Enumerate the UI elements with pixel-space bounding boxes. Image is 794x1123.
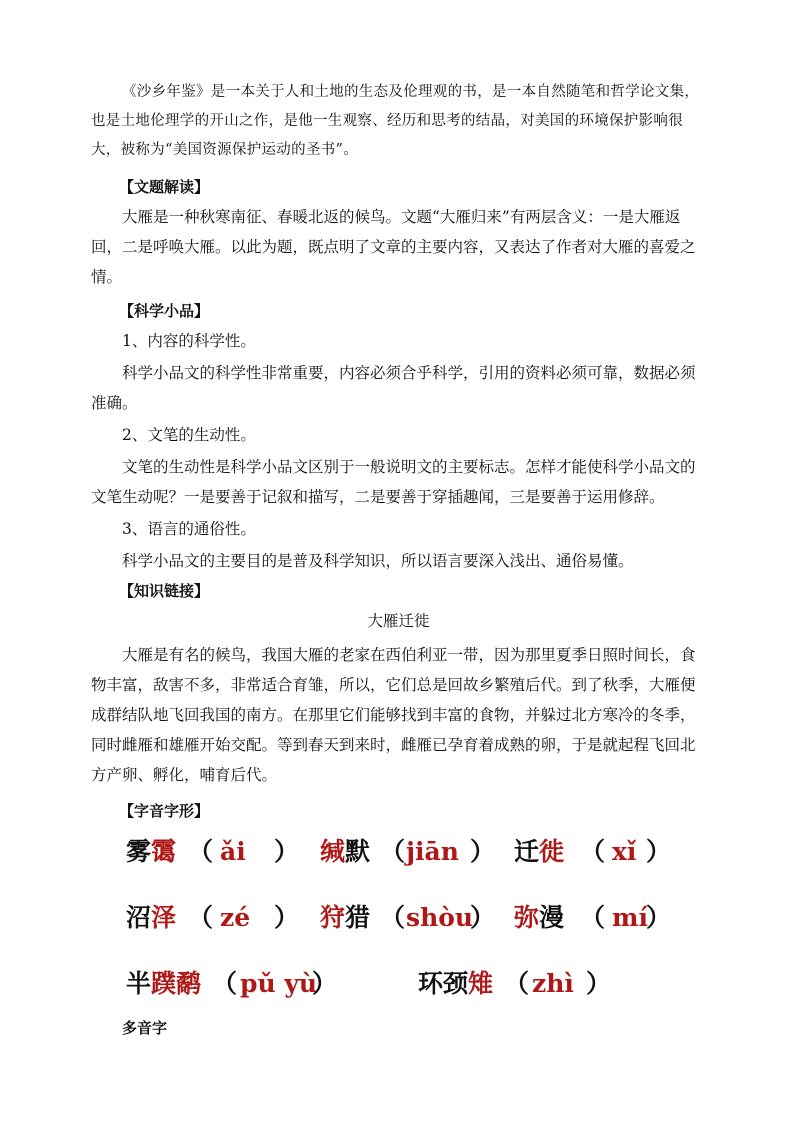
- polyphone-label: 多音字: [122, 1019, 168, 1037]
- pinyin: mí: [612, 903, 648, 932]
- open-paren: （: [212, 969, 238, 998]
- title-interpretation-heading: 【文题解读】: [119, 178, 210, 196]
- science-point-3-title: 3、语言的通俗性。: [122, 520, 256, 538]
- science-essay-heading: 【科学小品】: [119, 302, 210, 320]
- word-item: 半蹼鹬: [126, 969, 202, 998]
- word-item: 狩猎: [320, 903, 371, 932]
- open-paren: （: [580, 903, 606, 932]
- word-item: 弥漫: [514, 903, 565, 932]
- close-paren: ）: [470, 903, 496, 932]
- knowledge-link-heading: 【知识链接】: [119, 582, 210, 600]
- open-paren: （: [504, 969, 530, 998]
- word-item: 环颈雉: [418, 969, 494, 998]
- close-paren: ）: [312, 969, 338, 998]
- knowledge-subtitle: 大雁迁徙: [367, 612, 430, 630]
- open-paren: （: [380, 903, 406, 932]
- intro-paragraph: 《沙乡年鉴》是一本关于人和土地的生态及伦理观的书，是一本自然随笔和哲学论文集，也是土地伦理学的开山之作，是他一生观察、经历和思考的结晶，对美国的环境保护影响很大，被称为“美国资源保护运动的圣书”。: [91, 84, 700, 158]
- pinyin: pǔ yù: [240, 969, 318, 998]
- knowledge-text: 大雁是有名的候鸟，我国大雁的老家在西伯利亚一带，因为那里夏季日照时间长，食物丰富，敌害不多，非常适合育雏，所以，它们总是回故乡繁殖后代。到了秋季，大雁便成群结队地飞回我国的南方。在那里它们能够找到丰富的食物，并躲过北方寒冷的冬季，同时雌雁和雄雁开始交配。等到春天到来时，雌雁已孕育着成熟的卵，于是就起程飞回北方产卵、孵化，哺育后代。: [91, 646, 696, 784]
- word-item: 迁徙: [514, 837, 565, 866]
- pinyin: shòu: [406, 903, 474, 932]
- close-paren: ）: [470, 837, 496, 866]
- pinyin: zé: [220, 903, 251, 932]
- pinyin: xǐ: [612, 837, 637, 866]
- word-item: 缄默: [320, 837, 371, 866]
- pinyin: ǎi: [220, 837, 246, 866]
- science-point-1-title: 1、内容的科学性。: [122, 332, 256, 350]
- science-point-1-text: 科学小品文的科学性非常重要，内容必须合乎科学，引用的资料必须可靠，数据必须准确。: [91, 364, 696, 412]
- close-paren: ）: [274, 837, 300, 866]
- title-interpretation-text: 大雁是一种秋寒南征、春暖北返的候鸟。文题“大雁归来”有两层含义：一是大雁返回，二是呼唤大雁。以此为题，既点明了文章的主要内容，又表达了作者对大雁的喜爱之情。: [91, 208, 696, 286]
- open-paren: （: [380, 837, 406, 866]
- pinyin: zhì: [532, 969, 574, 998]
- science-point-2-text: 文笔的生动性是科学小品文区别于一般说明文的主要标志。怎样才能使科学小品文的文笔生动呢？一是要善于记叙和描写，二是要善于穿插趣闻，三是要善于运用修辞。: [91, 458, 696, 506]
- pronunciation-heading: 【字音字形】: [119, 802, 210, 820]
- open-paren: （: [188, 837, 214, 866]
- word-item: 雾霭: [126, 837, 177, 866]
- close-paren: ）: [274, 903, 300, 932]
- close-paren: ）: [646, 837, 672, 866]
- open-paren: （: [188, 903, 214, 932]
- word-item: 沼泽: [126, 903, 177, 932]
- science-point-3-text: 科学小品文的主要目的是普及科学知识，所以语言要深入浅出、通俗易懂。: [122, 552, 634, 570]
- close-paren: ）: [586, 969, 612, 998]
- close-paren: ）: [646, 903, 672, 932]
- science-point-2-title: 2、文笔的生动性。: [122, 426, 256, 444]
- open-paren: （: [580, 837, 606, 866]
- pinyin: jiān: [406, 837, 459, 866]
